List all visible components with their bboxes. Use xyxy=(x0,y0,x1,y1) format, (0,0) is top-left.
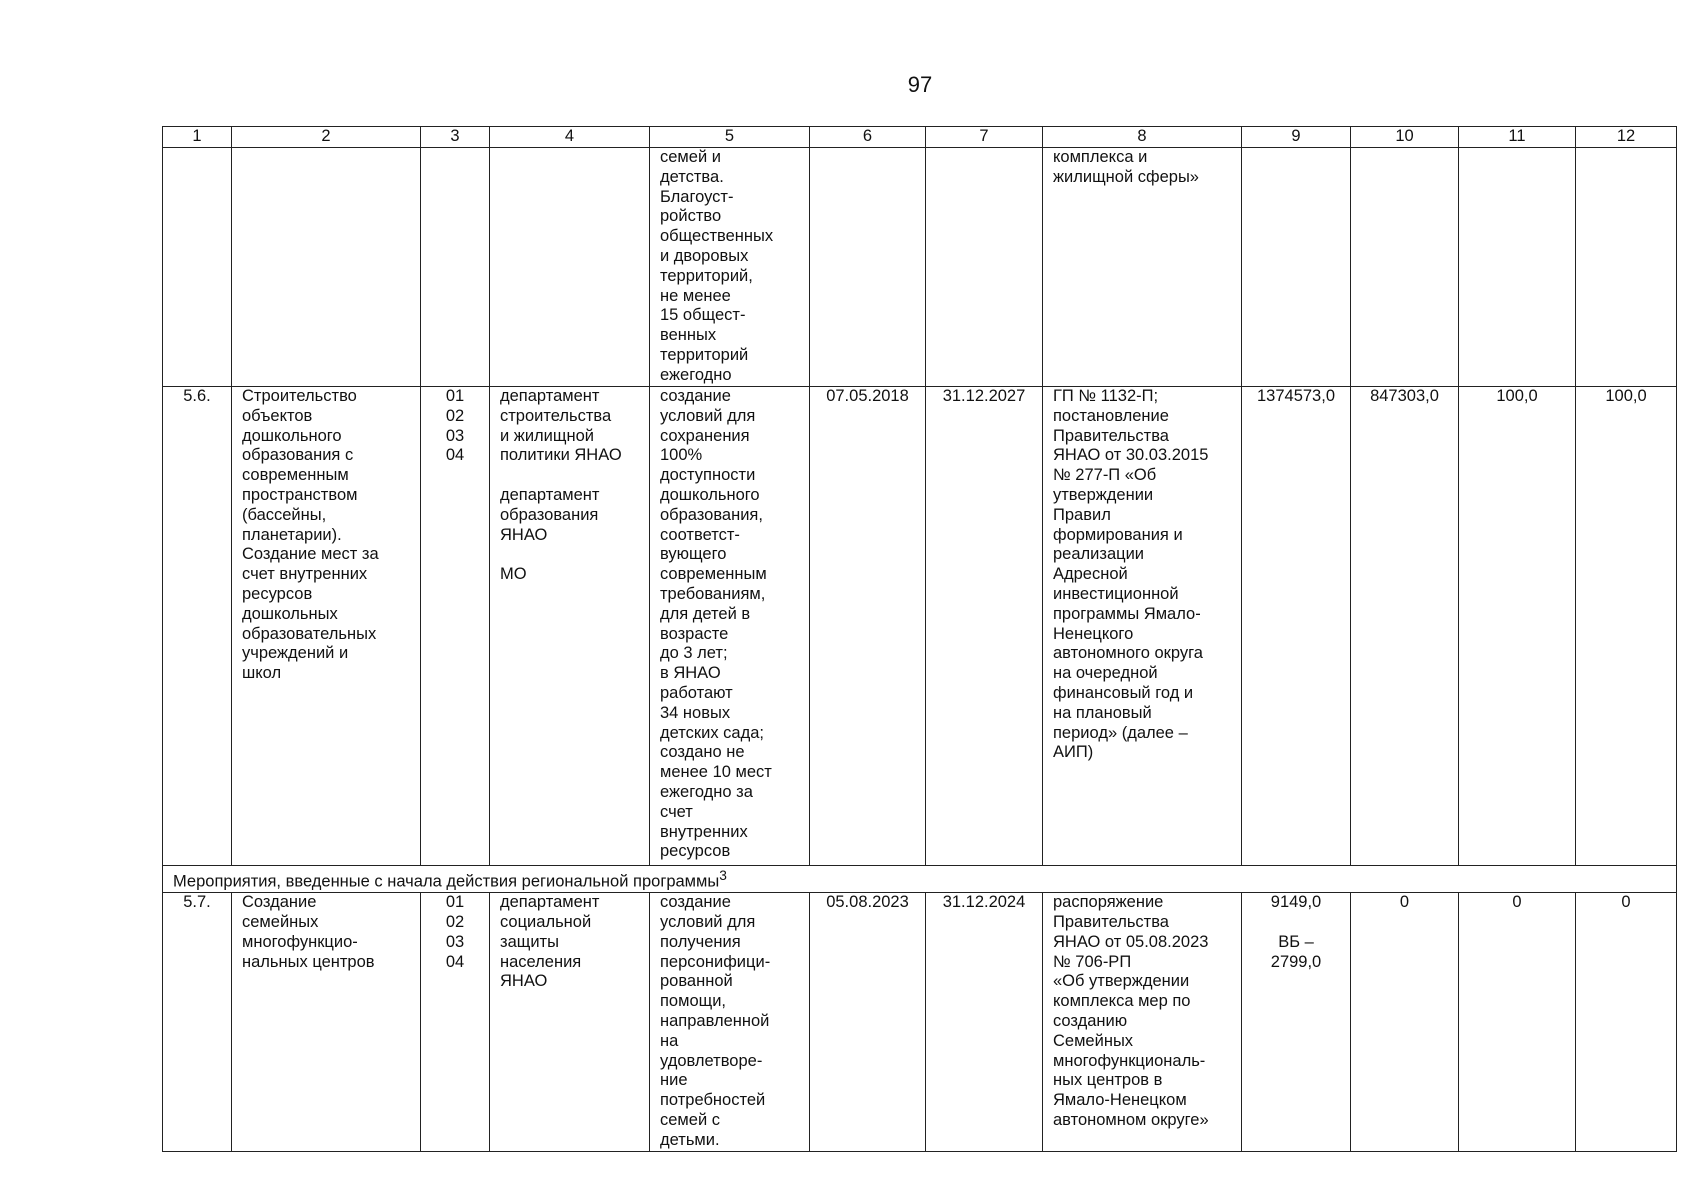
cell-result: семей и детства. Благоуст- ройство общественных и дворовых территорий, не менее 15 общест- венных территорий ежегодно xyxy=(650,148,810,387)
cell-number: 5.6. xyxy=(163,387,232,866)
cell-end-date xyxy=(926,148,1043,387)
cell-result: создание условий для сохранения 100% доступности дошкольного образования, соответст- вующего современным требованиям, для детей в возрасте до 3 лет; в ЯНАО работают 34 новых детских сада; создано не менее 10 мест ежегодно за счет внутренних ресурсов xyxy=(650,387,810,866)
cell-number: 5.7. xyxy=(163,893,232,1152)
table-row xyxy=(163,893,1677,1152)
cell-start-date xyxy=(810,148,926,387)
cell-codes xyxy=(421,148,490,387)
cell-value-11: 100,0 xyxy=(1459,387,1576,866)
section-row xyxy=(163,866,1677,893)
cell-start-date: 07.05.2018 xyxy=(810,387,926,866)
column-header: 5 xyxy=(650,127,810,148)
column-header: 9 xyxy=(1242,127,1351,148)
cell-document: распоряжение Правительства ЯНАО от 05.08.2023 № 706-РП «Об утверждении комплекса мер по созданию Семейных многофункциональ- ных центров в Ямало-Ненецком автономном округе» xyxy=(1043,893,1242,1152)
cell-value-11 xyxy=(1459,148,1576,387)
cell-document: комплекса и жилищной сферы» xyxy=(1043,148,1242,387)
cell-activity: Создание семейных многофункцио- нальных центров xyxy=(232,893,421,1152)
cell-start-date: 05.08.2023 xyxy=(810,893,926,1152)
column-number-row xyxy=(163,127,1677,148)
column-header: 1 xyxy=(163,127,232,148)
footnote-marker: 3 xyxy=(719,868,727,883)
table-row xyxy=(163,148,1677,387)
cell-number xyxy=(163,148,232,387)
cell-value-10: 847303,0 xyxy=(1351,387,1459,866)
table-row xyxy=(163,387,1677,866)
cell-document: ГП № 1132-П; постановление Правительства ЯНАО от 30.03.2015 № 277-П «Об утверждении Правил формирования и реализации Адресной инвестиционной программы Ямало- Ненецкого автономного округа на очередной финансовый год и на плановый период» (далее – АИП) xyxy=(1043,387,1242,866)
cell-codes: 01 02 03 04 xyxy=(421,387,490,866)
cell-value-11: 0 xyxy=(1459,893,1576,1152)
page-number: 97 xyxy=(907,72,933,97)
cell-end-date: 31.12.2027 xyxy=(926,387,1043,866)
column-header: 12 xyxy=(1576,127,1677,148)
cell-activity xyxy=(232,148,421,387)
column-header: 4 xyxy=(490,127,650,148)
cell-value-12: 0 xyxy=(1576,893,1677,1152)
cell-value-12: 100,0 xyxy=(1576,387,1677,866)
cell-result: создание условий для получения персонифици- рованной помощи, направленной на удовлетворе- ние потребностей семей с детьми. xyxy=(650,893,810,1152)
cell-value-9: 9149,0 ВБ – 2799,0 xyxy=(1242,893,1351,1152)
cell-codes: 01 02 03 04 xyxy=(421,893,490,1152)
column-header: 10 xyxy=(1351,127,1459,148)
cell-activity: Строительство объектов дошкольного образования с современным пространством (бассейны, планетарии). Создание мест за счет внутренних ресурсов дошкольных образовательных учреждений и школ xyxy=(232,387,421,866)
section-text: Мероприятия, введенные с начала действия региональной программы xyxy=(173,872,720,891)
column-header: 2 xyxy=(232,127,421,148)
column-header: 3 xyxy=(421,127,490,148)
section-heading xyxy=(163,866,1677,893)
column-header: 6 xyxy=(810,127,926,148)
cell-value-10 xyxy=(1351,148,1459,387)
cell-executor: департамент социальной защиты населения ЯНАО xyxy=(490,893,650,1152)
cell-value-9 xyxy=(1242,148,1351,387)
program-table xyxy=(162,126,1677,1152)
cell-value-10: 0 xyxy=(1351,893,1459,1152)
cell-executor: департамент строительства и жилищной политики ЯНАО департамент образования ЯНАО МО xyxy=(490,387,650,866)
cell-value-12 xyxy=(1576,148,1677,387)
cell-end-date: 31.12.2024 xyxy=(926,893,1043,1152)
column-header: 8 xyxy=(1043,127,1242,148)
column-header: 11 xyxy=(1459,127,1576,148)
cell-value-9: 1374573,0 xyxy=(1242,387,1351,866)
column-header: 7 xyxy=(926,127,1043,148)
cell-executor xyxy=(490,148,650,387)
